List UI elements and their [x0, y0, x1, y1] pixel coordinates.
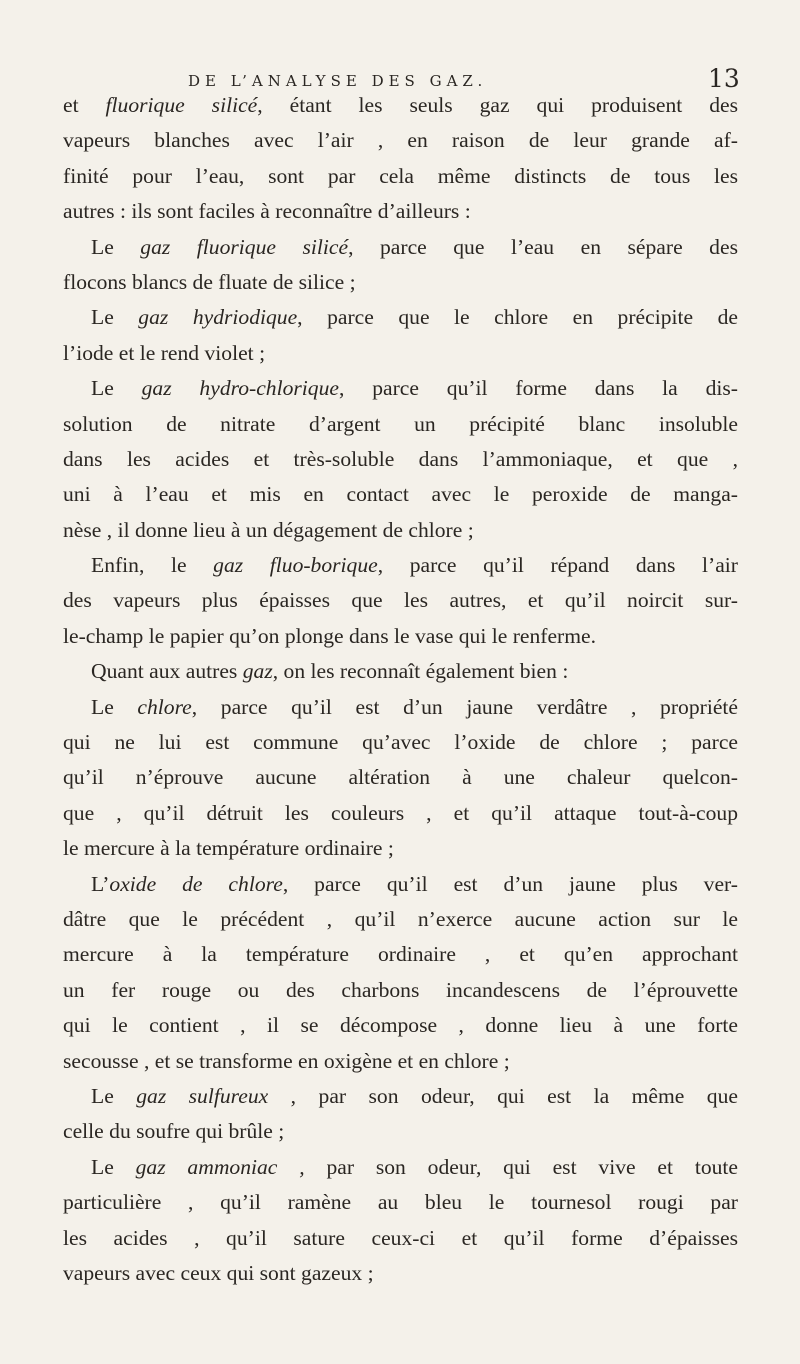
italic-term: gaz hydro-chlorique: [141, 376, 339, 401]
text-line: [63, 1079, 738, 1114]
text-line: [63, 867, 738, 902]
text-run: , par son odeur, qui est la même que: [268, 1083, 738, 1108]
text-run: , étant les seuls gaz qui produisent des: [257, 93, 738, 117]
page-number: 13: [708, 64, 740, 93]
italic-term: chlore: [137, 694, 192, 719]
text-line: [63, 88, 738, 123]
italic-term: gaz hydriodique: [138, 305, 298, 330]
text-run: le mercure à la température ordinaire ;: [63, 836, 394, 861]
text-line: [63, 1044, 738, 1079]
text-run: le-champ le papier qu’on plonge dans le vase qui le renferme.: [63, 623, 597, 648]
text-line: [63, 725, 738, 760]
text-line: [63, 690, 738, 725]
text-run: Le: [91, 1083, 137, 1108]
text-run: qu’il n’éprouve aucune altération à une chaleur quelcon-: [63, 765, 738, 790]
text-run: solution de nitrate d’argent un précipité blanc insoluble: [63, 411, 738, 436]
text-run: un fer rouge ou des charbons incandescens de l’éprouvette: [63, 977, 738, 1002]
text-run: Le: [91, 376, 142, 401]
text-line: [63, 583, 738, 618]
text-line: [63, 796, 738, 831]
text-line: [63, 336, 738, 371]
text-run: , parce qu’il répand dans l’air: [377, 553, 738, 578]
italic-term: gaz: [242, 659, 273, 684]
italic-term: gaz sulfureux: [136, 1083, 269, 1108]
text-line: [63, 831, 738, 866]
text-run: que , qu’il détruit les couleurs , et qu’il attaque tout-à-coup: [63, 800, 738, 825]
text-run: Quant aux autres: [91, 659, 243, 684]
text-run: , on les reconnaît également bien :: [272, 659, 569, 684]
text-line: [63, 123, 738, 158]
text-line: [63, 1221, 738, 1256]
italic-term: gaz fluo-borique: [213, 553, 378, 578]
text-run: , parce qu’il est d’un jaune verdâtre , propriété: [191, 694, 738, 719]
text-line: [63, 902, 738, 937]
text-run: l’iode et le rend violet ;: [63, 340, 266, 365]
text-run: finité pour l’eau, sont par cela même distincts de tous les: [63, 163, 738, 188]
text-line: [63, 760, 738, 795]
text-line: [63, 407, 738, 442]
text-run: dâtre que le précédent , qu’il n’exerce aucune action sur le: [63, 906, 738, 931]
italic-term: fluorique silicé: [105, 93, 258, 117]
text-run: qui ne lui est commune qu’avec l’oxide de chlore ; parce: [63, 730, 738, 755]
text-line: [63, 548, 738, 583]
text-run: secousse , et se transforme en oxigène et en chlore ;: [63, 1048, 510, 1073]
text-line: [63, 300, 738, 335]
text-line: [63, 1150, 738, 1185]
text-run: , parce que le chlore en précipite de: [297, 305, 738, 330]
text-run: , parce que l’eau en sépare des: [348, 234, 738, 259]
italic-term: oxide de chlore: [109, 871, 283, 896]
text-run: Le: [91, 234, 141, 259]
text-run: vapeurs avec ceux qui sont gazeux ;: [63, 1260, 374, 1285]
text-run: Le: [91, 694, 138, 719]
text-run: , parce qu’il est d’un jaune plus ver-: [282, 871, 738, 896]
text-run: autres : ils sont faciles à reconnaître d’ailleurs :: [63, 199, 471, 224]
text-line: [63, 1114, 738, 1149]
text-line: [63, 265, 738, 300]
text-run: flocons blancs de fluate de silice ;: [63, 269, 356, 294]
text-line: [63, 973, 738, 1008]
text-run: uni à l’eau et mis en contact avec le peroxide de manga-: [63, 482, 738, 507]
italic-term: gaz fluorique silicé: [140, 234, 349, 259]
italic-term: gaz ammoniac ,: [135, 1154, 305, 1179]
text-line: [63, 159, 738, 194]
text-line: [63, 230, 738, 265]
text-run: des vapeurs plus épaisses que les autres, et qu’il noircit sur-: [63, 588, 738, 613]
text-run: Le: [91, 305, 139, 330]
text-run: par son odeur, qui est vive et toute: [304, 1154, 738, 1179]
text-run: Enfin, le: [91, 553, 214, 578]
text-line: [63, 1256, 738, 1291]
body-text: [63, 88, 738, 1291]
text-line: [63, 477, 738, 512]
text-line: [63, 371, 738, 406]
text-run: celle du soufre qui brûle ;: [63, 1119, 285, 1144]
text-line: [63, 194, 738, 229]
text-run: nèse , il donne lieu à un dégagement de chlore ;: [63, 517, 474, 542]
text-line: [63, 442, 738, 477]
running-head: DE L’ANALYSE DES GAZ.: [188, 72, 488, 90]
text-run: dans les acides et très-soluble dans l’ammoniaque, et que ,: [63, 446, 738, 471]
text-line: [63, 619, 738, 654]
text-line: [63, 654, 738, 689]
text-run: les acides , qu’il sature ceux-ci et qu’il forme d’épaisses: [63, 1225, 738, 1250]
text-line: [63, 513, 738, 548]
text-run: qui le contient , il se décompose , donne lieu à une forte: [63, 1013, 738, 1038]
text-line: [63, 937, 738, 972]
text-line: [63, 1008, 738, 1043]
text-run: Le: [91, 1154, 136, 1179]
text-run: et: [63, 93, 106, 117]
text-run: particulière , qu’il ramène au bleu le tournesol rougi par: [63, 1190, 738, 1215]
text-run: L’: [91, 871, 110, 896]
text-run: vapeurs blanches avec l’air , en raison de leur grande af-: [63, 128, 738, 153]
text-run: mercure à la température ordinaire , et qu’en approchant: [63, 942, 738, 967]
text-line: [63, 1185, 738, 1220]
text-run: , parce qu’il forme dans la dis-: [338, 376, 738, 401]
